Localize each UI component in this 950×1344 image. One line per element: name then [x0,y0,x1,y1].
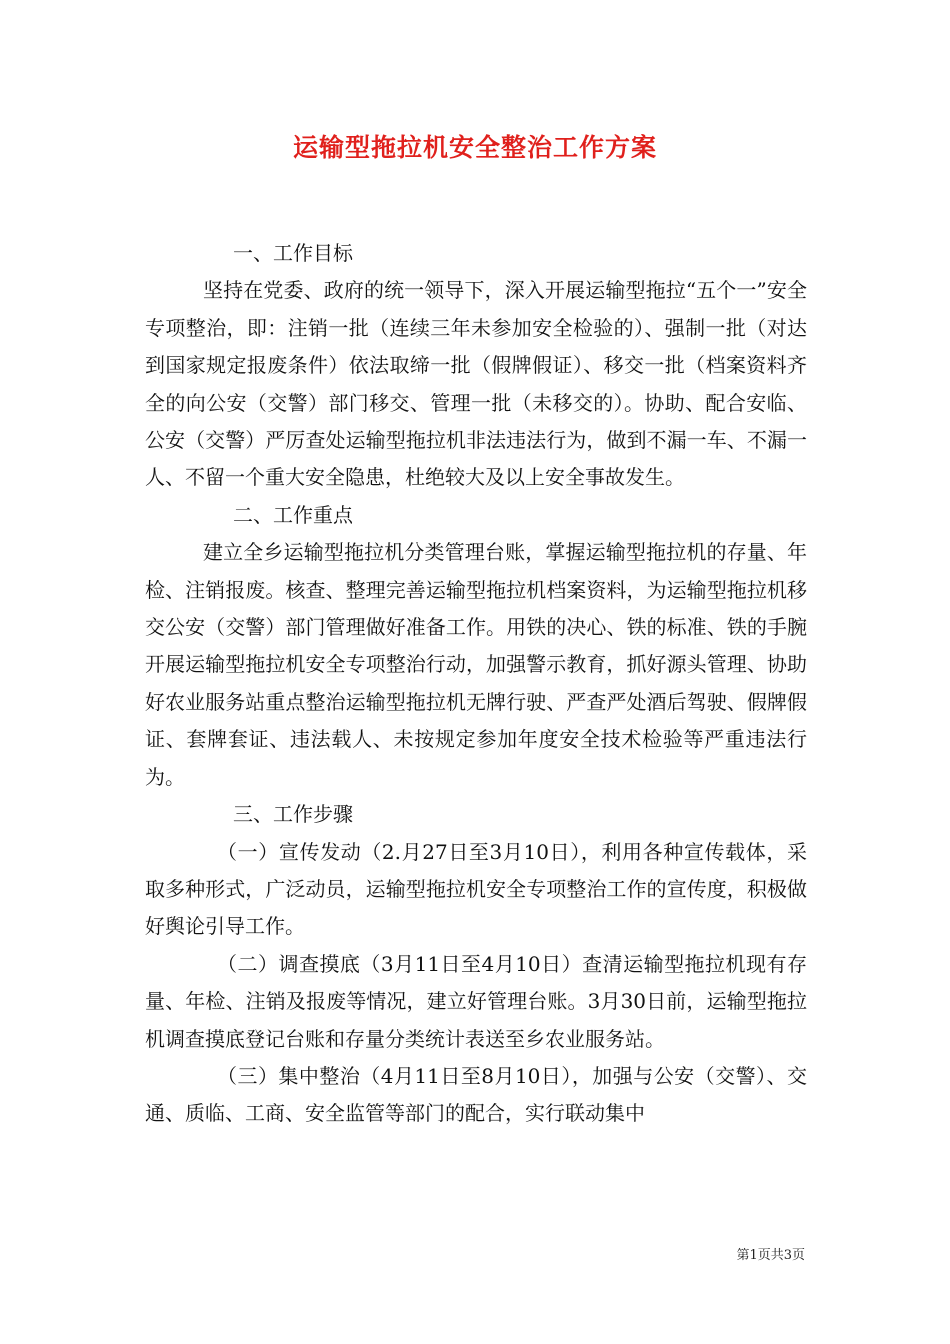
section-heading-steps: 三、工作步骤 [233,802,353,827]
section-paragraph-focus: 建立全乡运输型拖拉机分类管理台账，掌握运输型拖拉机的存量、年检、注销报废。核查、整理完善运输型拖拉机档案资料，为运输型拖拉机移交公安（交警）部门管理做好准备工作。用铁的决心、铁的标准、铁的手腕开展运输型拖拉机安全专项整治行动，加强警示教育，抓好源头管理、协助好农业服务站重点整治运输型拖拉机无牌行驶、严查严处酒后驾驶、假牌假证、套牌套证、违法载人、未按规定参加年度安全技术检验等严重违法行为。 [145,540,807,789]
section-paragraph-goals: 坚持在党委、政府的统一领导下，深入开展运输型拖拉“五个一”安全专项整治，即：注销一批（连续三年未参加安全检验的）、强制一批（对达到国家规定报废条件）依法取缔一批（假牌假证）、移交一批（档案资料齐全的向公安（交警）部门移交、管理一批（未移交的）。协助、配合安临、公安（交警）严厉查处运输型拖拉机非法违法行为，做到不漏一车、不漏一人、不留一个重大安全隐患，杜绝较大及以上安全事故发生。 [145,278,807,490]
step-paragraph-rectification: （三）集中整治（4月11日至8月10日），加强与公安（交警）、交通、质临、工商、安全监管等部门的配合，实行联动集中 [145,1063,807,1126]
document-body [145,235,807,1133]
step-paragraph-survey: （二）调查摸底（3月11日至4月10日）查清运输型拖拉机现有存量、年检、注销及报废等情况，建立好管理台账。3月30日前，运输型拖拉机调查摸底登记台账和存量分类统计表送至乡农业服务站。 [145,951,807,1051]
document-title: 运输型拖拉机安全整治工作方案 [292,133,657,162]
step-paragraph-publicity: （一）宣传发动（2.月27日至3月10日），利用各种宣传载体，采取多种形式，广泛动员，运输型拖拉机安全专项整治工作的宣传度，积极做好舆论引导工作。 [145,839,807,939]
section-heading-focus: 二、工作重点 [233,502,353,527]
page-number: 第1页共3页 [736,1248,805,1263]
section-heading-goals: 一、工作目标 [233,241,353,265]
